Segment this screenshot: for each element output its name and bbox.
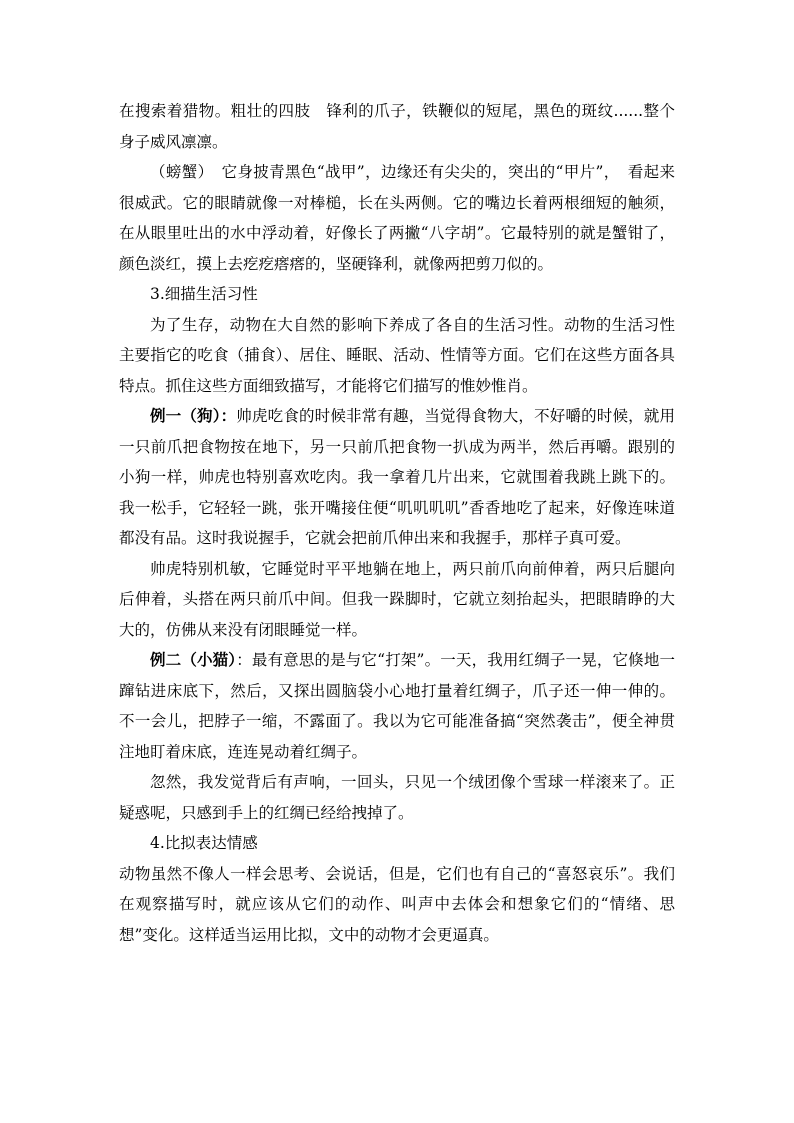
paragraph-text: 动物虽然不像人一样会思考、会说话，但是，它们也有自己的“喜怒哀乐”。我们在观察描写时，就应该从它们的动作、叫声中去体会和想象它们的“情绪、思想”变化。这样适当运用比拟，文中的动物才会更逼真。: [119, 864, 675, 944]
example-label: 例一（狗）：: [150, 406, 237, 425]
paragraph-example-cat: [119, 645, 675, 767]
paragraph-crab: [119, 157, 675, 279]
paragraph-dog-sleep: [119, 554, 675, 646]
example-label: 例二（小猫）: [150, 650, 237, 669]
paragraph-habits-intro: [119, 310, 675, 402]
paragraph-text: 帅虎特别机敏，它睡觉时平平地躺在地上，两只前爪向前伸着，两只后腿向后伸着，头搭在两只前爪中间。但我一跺脚时，它就立刻抬起头，把眼睛睁的大大的，仿佛从来没有闭眼睡觉一样。: [119, 559, 675, 639]
section-heading-habits: [119, 279, 675, 310]
paragraph-text: 在搜索着猎物。粗壮的四肢 锋利的爪子，铁鞭似的短尾，黑色的斑纹......整个身子威风凛凛。: [119, 102, 675, 151]
paragraph-text: ：最有意思的是与它“打架”。一天，我用红绸子一晃，它倏地一蹿钻进床底下，然后，又探出圆脑袋小心地打量着红绸子，爪子还一伸一伸的。不一会儿，把脖子一缩，不露面了。我以为它可能准备搞“突然袭击”，便全神贯注地盯着床底，连连晃动着红绸子。: [119, 651, 675, 761]
paragraph-text: （螃蟹） 它身披青黑色“战甲”，边缘还有尖尖的，突出的“甲片”， 看起来很威武。它的眼睛就像一对棒槌，长在头两侧。它的嘴边长着两根细短的触须，在从眼里吐出的水中浮动着，好像长了两撇“八字胡”。它最特别的就是蟹钳了，颜色淡红，摸上去疙疙瘩瘩的，坚硬锋利，就像两把剪刀似的。: [119, 163, 675, 273]
paragraph-tiger-end: [119, 96, 675, 157]
paragraph-personification: [119, 859, 675, 951]
paragraph-text: 忽然，我发觉背后有声响，一回头，只见一个绒团像个雪球一样滚来了。正疑惑呢，只感到手上的红绸已经给拽掉了。: [119, 773, 675, 822]
paragraph-text: 帅虎吃食的时候非常有趣，当觉得食物大，不好嚼的时候，就用一只前爪把食物按在地下，另一只前爪把食物一扒成为两半，然后再嚼。跟别的小狗一样，帅虎也特别喜欢吃肉。我一拿着几片出来，它就围着我跳上跳下的。我一松手，它轻轻一跳，张开嘴接住便“叽叽叽叽”香香地吃了起来，好像连味道都没有品。这时我说握手，它就会把前爪伸出来和我握手，那样子真可爱。: [119, 407, 675, 547]
paragraph-example-dog: [119, 401, 675, 554]
paragraph-text: 为了生存，动物在大自然的影响下养成了各自的生活习性。动物的生活习性主要指它的吃食（捕食）、居住、睡眠、活动、性情等方面。它们在这些方面各具特点。抓住这些方面细致描写，才能将它们描写的惟妙惟肖。: [119, 315, 675, 395]
document-page: [119, 96, 675, 950]
heading-text: 3.细描生活习性: [150, 285, 258, 303]
section-heading-personification: [119, 828, 675, 859]
paragraph-cat-surprise: [119, 767, 675, 828]
heading-text: 4.比拟表达情感: [150, 834, 258, 852]
